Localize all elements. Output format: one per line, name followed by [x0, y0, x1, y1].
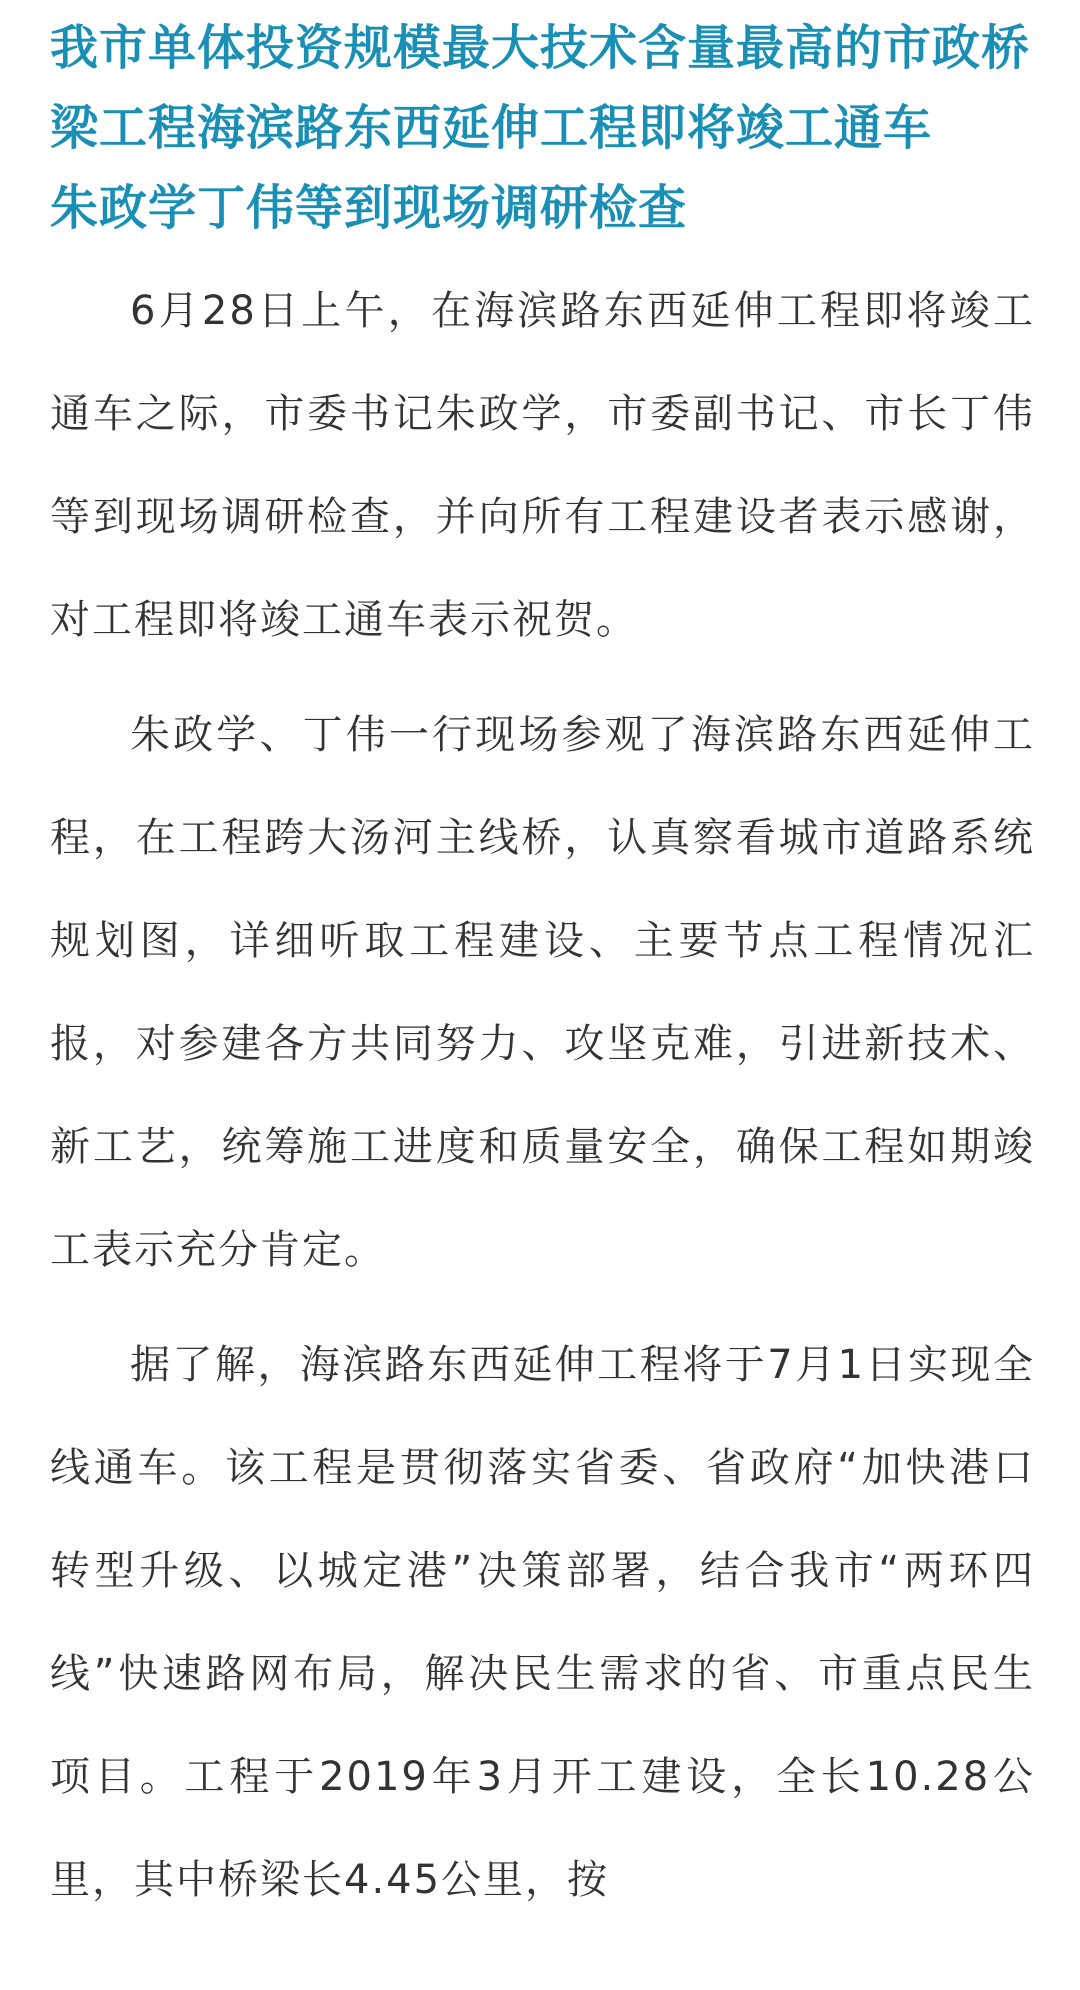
article-headline — [50, 8, 1035, 248]
article-paragraph-1: 6月28日上午，在海滨路东西延伸工程即将竣工通车之际，市委书记朱政学，市委副书记、市长丁伟等到现场调研检查，并向所有工程建设者表示感谢，对工程即将竣工通车表示祝贺。 — [50, 288, 1035, 643]
article-paragraph-2: 朱政学、丁伟一行现场参观了海滨路东西延伸工程，在工程跨大汤河主线桥，认真察看城市道路系统规划图，详细听取工程建设、主要节点工程情况汇报，对参建各方共同努力、攻坚克难，引进新技术、新工艺，统筹施工进度和质量安全，确保工程如期竣工表示充分肯定。 — [50, 712, 1035, 1273]
headline-main: 我市单体投资规模最大技术含量最高的市政桥梁工程海滨路东西延伸工程即将竣工通车 — [50, 20, 1031, 156]
article-paragraph-3: 据了解，海滨路东西延伸工程将于7月1日实现全线通车。该工程是贯彻落实省委、省政府“加快港口转型升级、以城定港”决策部署，结合我市“两环四线”快速路网布局，解决民生需求的省、市重点民生项目。工程于2019年3月开工建设，全长10.28公里，其中桥梁长4.45公里，按 — [50, 1342, 1035, 1903]
article — [50, 8, 1035, 1932]
headline-subtitle: 朱政学丁伟等到现场调研检查 — [50, 180, 688, 236]
